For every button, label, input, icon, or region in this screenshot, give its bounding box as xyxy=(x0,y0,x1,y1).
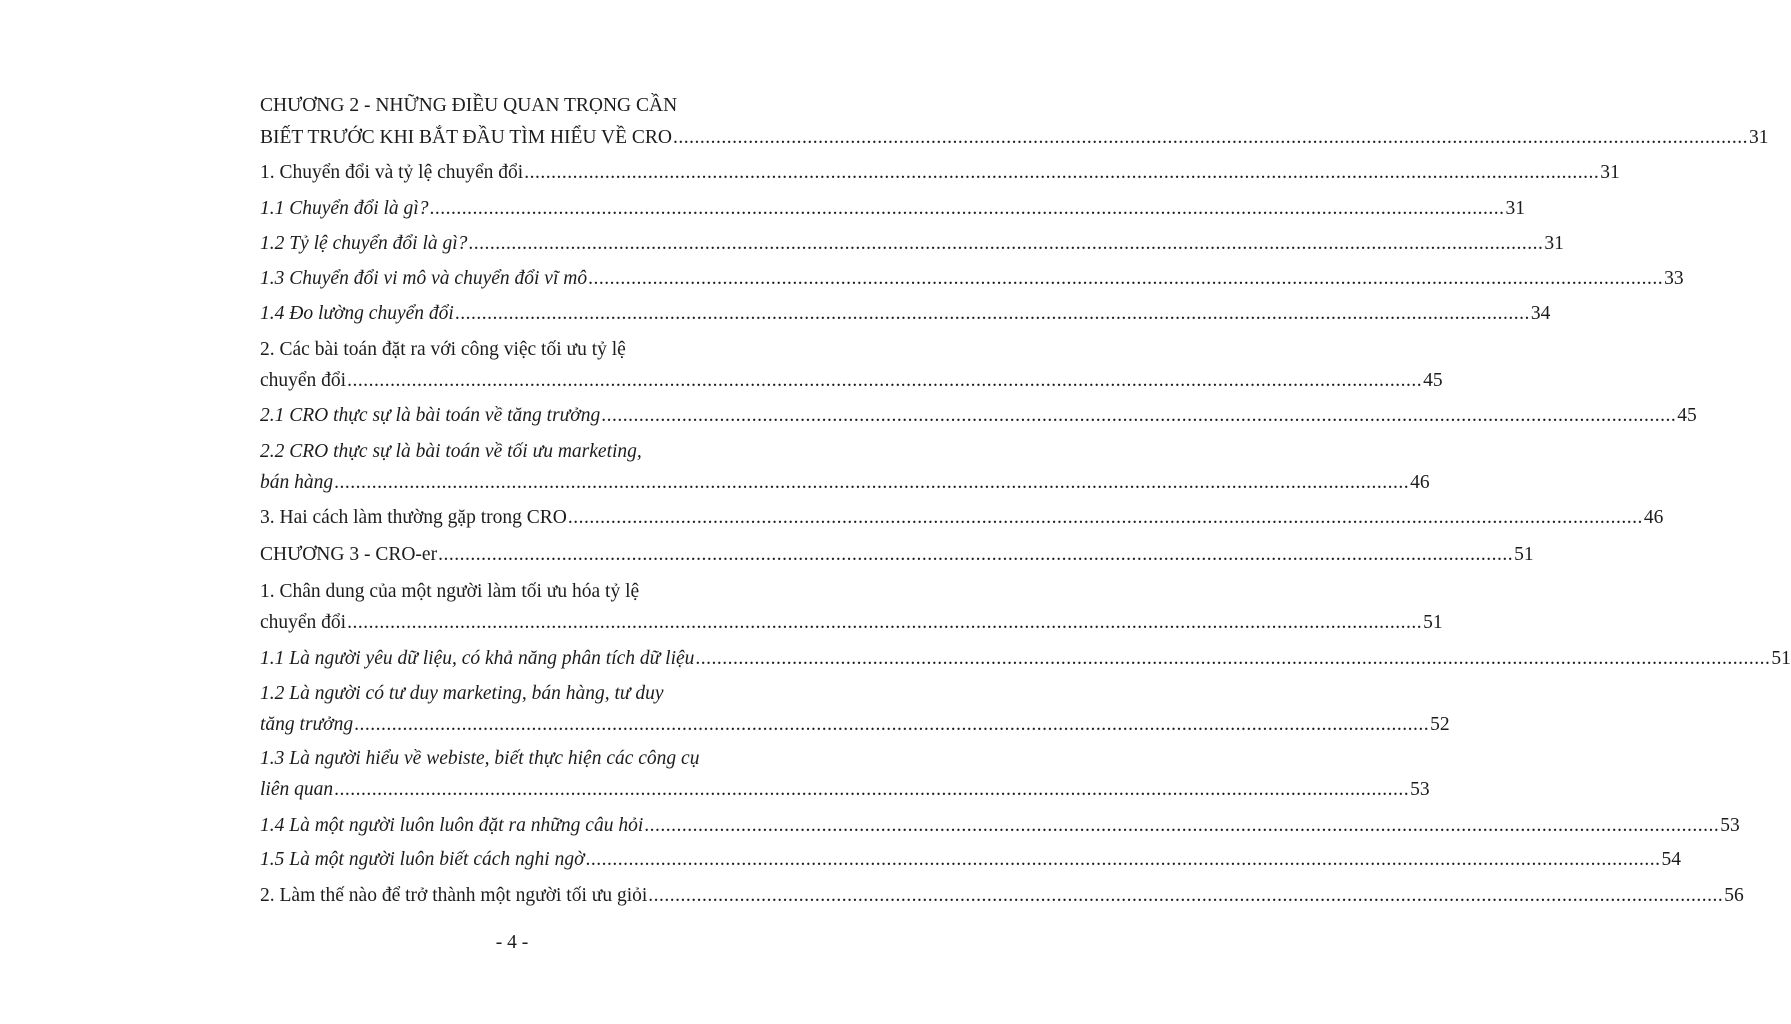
toc-page-number: 51 xyxy=(1423,612,1443,633)
toc-page-number: 45 xyxy=(1677,405,1697,426)
toc-entry-line xyxy=(260,338,738,362)
toc-entry-line xyxy=(260,161,1620,185)
toc-entry-text: 1. Chân dung của một người làm tối ưu hóa tỷ lệ xyxy=(260,581,640,602)
page-number: - 4 - xyxy=(495,932,529,953)
leader-dots: ........................................................................................................................................................................................................ xyxy=(567,507,1643,528)
toc-entry-text: 3. Hai cách làm thường gặp trong CRO xyxy=(260,507,567,528)
toc-page-number: 56 xyxy=(1724,885,1744,906)
leader-dots: ........................................................................................................................................................................................................ xyxy=(673,127,1749,148)
leader-dots: ........................................................................................................................................................................................................ xyxy=(524,162,1600,183)
toc-entry-text: 1.5 Là một người luôn biết cách nghi ngờ xyxy=(260,849,585,870)
toc-entry-text: 1.3 Chuyển đổi vi mô và chuyển đổi vĩ mô xyxy=(260,268,588,289)
toc-entry-line xyxy=(260,647,1791,671)
toc-page-number: 33 xyxy=(1664,268,1684,289)
toc-page-number: 31 xyxy=(1600,162,1620,183)
toc-entry-text: 1.2 Là người có tư duy marketing, bán hàng, tư duy xyxy=(260,683,664,704)
toc-entry-text: bán hàng xyxy=(260,472,334,493)
toc-entry-text: chuyển đổi xyxy=(260,370,347,391)
toc-entry-line xyxy=(260,884,1744,908)
toc-entry-text: CHƯƠNG 2 - NHỮNG ĐIỀU QUAN TRỌNG CẦN xyxy=(260,95,678,116)
leader-dots: ........................................................................................................................................................................................................ xyxy=(438,544,1514,565)
toc-entry-line xyxy=(260,267,1684,291)
toc-entry-text: tăng trưởng xyxy=(260,714,354,735)
toc-entry-line xyxy=(260,580,738,604)
toc-entry-line xyxy=(260,814,1740,838)
toc-page-number: 31 xyxy=(1749,127,1769,148)
toc-page-number: 51 xyxy=(1514,544,1534,565)
toc-entry-text: 2. Các bài toán đặt ra với công việc tối ưu tỷ lệ xyxy=(260,339,626,360)
toc-entry-line xyxy=(260,369,1443,393)
toc-entry-line xyxy=(260,197,1525,221)
toc-entry-line xyxy=(260,713,1450,737)
toc-entry-line xyxy=(260,232,1564,256)
leader-dots: ........................................................................................................................................................................................................ xyxy=(334,472,1410,493)
toc-entry-text: 1.2 Tỷ lệ chuyển đổi là gì? xyxy=(260,233,468,254)
toc-entry-text: 1.1 Chuyển đổi là gì? xyxy=(260,198,429,219)
toc-page-number: 31 xyxy=(1505,198,1525,219)
toc-page-number: 46 xyxy=(1643,507,1664,528)
toc-entry-line xyxy=(260,94,738,118)
toc-entry-line xyxy=(260,126,1769,150)
toc-page-number: 31 xyxy=(1544,233,1564,254)
leader-dots: ........................................................................................................................................................................................................ xyxy=(354,714,1430,735)
toc-entry-line xyxy=(260,404,1697,428)
leader-dots: ........................................................................................................................................................................................................ xyxy=(347,612,1423,633)
toc-entry-text: CHƯƠNG 3 - CRO-er xyxy=(260,544,438,565)
toc-entry-line xyxy=(260,543,1534,567)
toc-page-number: 53 xyxy=(1720,815,1740,836)
toc-entry-text: 1.4 Là một người luôn luôn đặt ra những câu hỏi xyxy=(260,815,644,836)
toc-entry-text: BIẾT TRƯỚC KHI BẮT ĐẦU TÌM HIỂU VỀ CRO xyxy=(260,127,673,148)
toc-entry-text: 1. Chuyển đổi và tỷ lệ chuyển đổi xyxy=(260,162,524,183)
leader-dots: ........................................................................................................................................................................................................ xyxy=(695,648,1771,669)
toc-entry-line xyxy=(260,778,1430,802)
toc-page-number: 54 xyxy=(1661,849,1681,870)
toc-entry-line xyxy=(260,506,1664,530)
toc-entry-line xyxy=(260,747,738,771)
toc-entry-line xyxy=(260,848,1681,872)
toc-entry-line xyxy=(260,682,738,706)
leader-dots: ........................................................................................................................................................................................................ xyxy=(644,815,1720,836)
toc-entry-text: 2.2 CRO thực sự là bài toán về tối ưu marketing, xyxy=(260,441,642,462)
toc-entry-text: 2.1 CRO thực sự là bài toán về tăng trưởng xyxy=(260,405,601,426)
leader-dots: ........................................................................................................................................................................................................ xyxy=(648,885,1724,906)
leader-dots: ........................................................................................................................................................................................................ xyxy=(454,303,1530,324)
toc-page-number: 51 xyxy=(1771,648,1791,669)
toc-page-number: 45 xyxy=(1423,370,1443,391)
leader-dots: ........................................................................................................................................................................................................ xyxy=(334,779,1410,800)
toc-entry-line xyxy=(260,471,1430,495)
leader-dots: ........................................................................................................................................................................................................ xyxy=(347,370,1423,391)
toc-entry-line xyxy=(260,611,1443,635)
leader-dots: ........................................................................................................................................................................................................ xyxy=(429,198,1505,219)
leader-dots: ........................................................................................................................................................................................................ xyxy=(585,849,1661,870)
leader-dots: ........................................................................................................................................................................................................ xyxy=(468,233,1544,254)
toc-page-number: 34 xyxy=(1530,303,1551,324)
toc-entry-text: 2. Làm thế nào để trở thành một người tối ưu giỏi xyxy=(260,885,648,906)
toc-entry-text: chuyển đổi xyxy=(260,612,347,633)
toc-page-number: 52 xyxy=(1430,714,1450,735)
toc-entry-text: 1.1 Là người yêu dữ liệu, có khả năng phân tích dữ liệu xyxy=(260,648,695,669)
toc-entry-text: liên quan xyxy=(260,779,334,800)
toc-entry-text: 1.4 Đo lường chuyển đổi xyxy=(260,303,454,324)
leader-dots: ........................................................................................................................................................................................................ xyxy=(588,268,1664,289)
toc-entry-text: 1.3 Là người hiểu về webiste, biết thực hiện các công cụ xyxy=(260,748,700,769)
toc-entry-line xyxy=(260,440,738,464)
toc-entry-line xyxy=(260,302,1551,326)
toc-page-number: 46 xyxy=(1410,472,1430,493)
leader-dots: ........................................................................................................................................................................................................ xyxy=(601,405,1677,426)
toc-page-number: 53 xyxy=(1410,779,1430,800)
